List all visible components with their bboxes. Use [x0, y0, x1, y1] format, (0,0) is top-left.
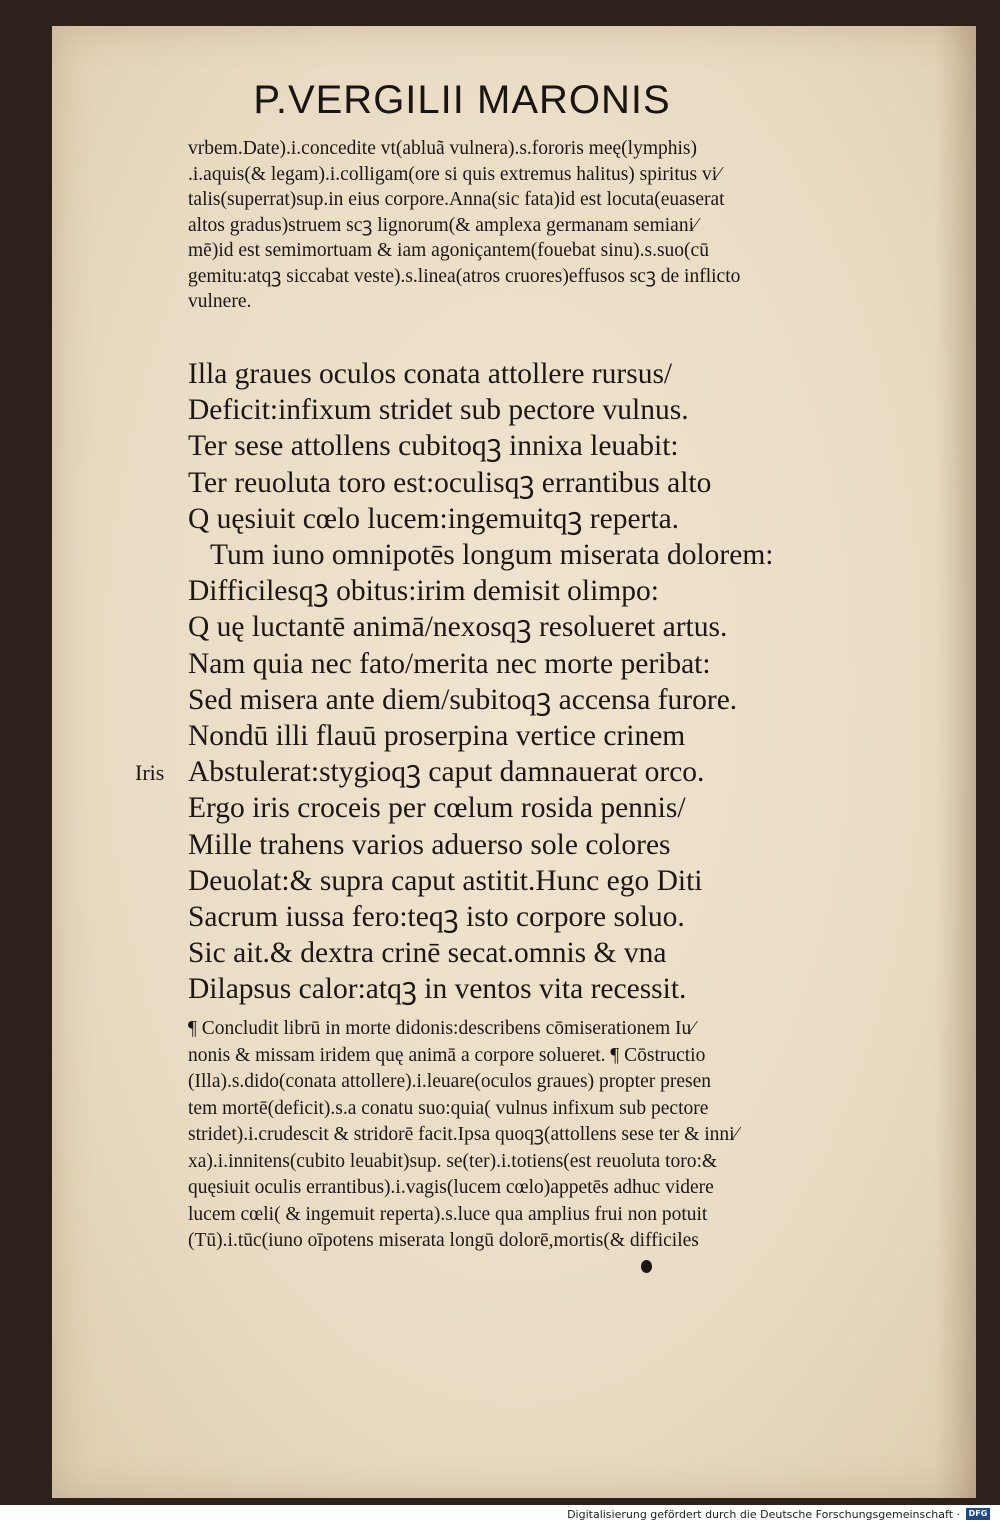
commentary-line: tem mortē(deficit).s.a conatu suo:quia( vulnus infixum sub pectore [188, 1097, 709, 1119]
verse-line: Deficit:infixum stridet sub pectore vulnus. [188, 394, 689, 427]
verse-line: Sed misera ante diem/subitoqꝫ accensa furore. [188, 683, 738, 716]
verse-line: Ergo iris croceis per cœlum rosida pennis/ [188, 792, 686, 825]
verse-line: Abstulerat:stygioqꝫ caput damnauerat orco. [188, 756, 705, 789]
verse-line: Q uęsiuit cœlo lucem:ingemuitqꝫ reperta. [188, 502, 680, 535]
commentary-line: altos gradus)struem scꝫ lignorum(& amplexa germanam semiani⁄ [188, 214, 698, 236]
commentary-line: (Tū).i.tūc(iuno oīpotens miserata longū dolorē,mortis(& difficiles [188, 1230, 699, 1251]
commentary-line: quęsiuit oculis errantibus).i.vagis(lucem cœlo)appetēs adhuc videre [188, 1177, 714, 1198]
commentary-line: lucem cœli( & ingemuit reperta).s.luce qua amplius frui non potuit [188, 1203, 708, 1225]
verse-line: Difficilesqꝫ obitus:irim demisit olimpo: [188, 575, 659, 608]
commentary-bottom [188, 1016, 888, 1255]
commentary-line: vulnere. [188, 291, 252, 312]
commentary-line: talis(superrat)sup.in eius corpore.Anna(sic fata)id est locuta(euaserat [188, 189, 725, 210]
dfg-logo: DFG [966, 1508, 990, 1520]
verse-line: Dilapsus calor:atqꝫ in ventos vita recessit. [188, 973, 687, 1006]
verse-line: Q uę luctantē animā/nexosqꝫ resolueret artus. [188, 611, 728, 644]
verse-block [188, 356, 888, 1008]
commentary-line: mē)id est semimortuam & iam agoniçantem(fouebat sinu).s.suo(cū [188, 240, 709, 261]
verse-line: Mille trahens varios aduerso sole colores [188, 828, 671, 861]
footer-strip [0, 1505, 1000, 1524]
margin-note: Iris [135, 760, 165, 785]
verse-line: Sic ait.& dextra crinē secat.omnis & vna [188, 937, 667, 970]
funding-credit: Digitalisierung gefördert durch die Deutsche Forschungsgemeinschaft · [567, 1508, 960, 1521]
verse-line: Deuolat:& supra caput astitit.Hunc ego Diti [188, 864, 703, 897]
commentary-line: stridet).i.crudescit & stridorē facit.Ipsa quoqꝫ(attollens sese ter & inni⁄ [188, 1124, 738, 1145]
commentary-top [188, 136, 888, 315]
commentary-line: nonis & missam iridem quę animā a corpore solueret. ¶ Cōstructio [188, 1044, 706, 1066]
commentary-line: ¶ Concludit librū in morte didonis:describens cōmiserationem Iu⁄ [188, 1018, 695, 1039]
page-shadow [936, 26, 976, 1498]
commentary-line: .i.aquis(& legam).i.colligam(ore si quis extremus halitus) spiritus vi⁄ [188, 163, 721, 185]
verse-line: Tum iuno omnipotēs longum miserata dolorem: [210, 539, 774, 572]
printer-mark [641, 1260, 652, 1273]
verse-line: Sacrum iussa fero:teqꝫ isto corpore soluo. [188, 901, 685, 934]
commentary-line: gemitu:atqꝫ siccabat veste).s.linea(atros cruores)effusos scꝫ de inflicto [188, 265, 741, 287]
verse-line: Illa graues oculos conata attollere rursus/ [188, 358, 673, 390]
verse-line: Ter reuoluta toro est:oculisqꝫ errantibus alto [188, 466, 712, 499]
verse-line: Nondū illi flauū proserpina vertice crinem [188, 720, 686, 753]
commentary-line: (Illa).s.dido(conata attollere).i.leuare(oculos graues) propter presen [188, 1071, 712, 1092]
verse-line: Ter sese attollens cubitoqꝫ innixa leuabit: [188, 430, 679, 463]
commentary-line: xa).i.innitens(cubito leuabit)sup. se(ter).i.totiens(est reuoluta toro:& [188, 1150, 718, 1172]
verse-line: Nam quia nec fato/merita nec morte peribat: [188, 647, 711, 680]
commentary-line: vrbem.Date).i.concedite vt(abluã vulnera).s.fororis meę(lymphis) [188, 138, 697, 159]
running-head: P.VERGILII MARONIS [253, 78, 671, 122]
